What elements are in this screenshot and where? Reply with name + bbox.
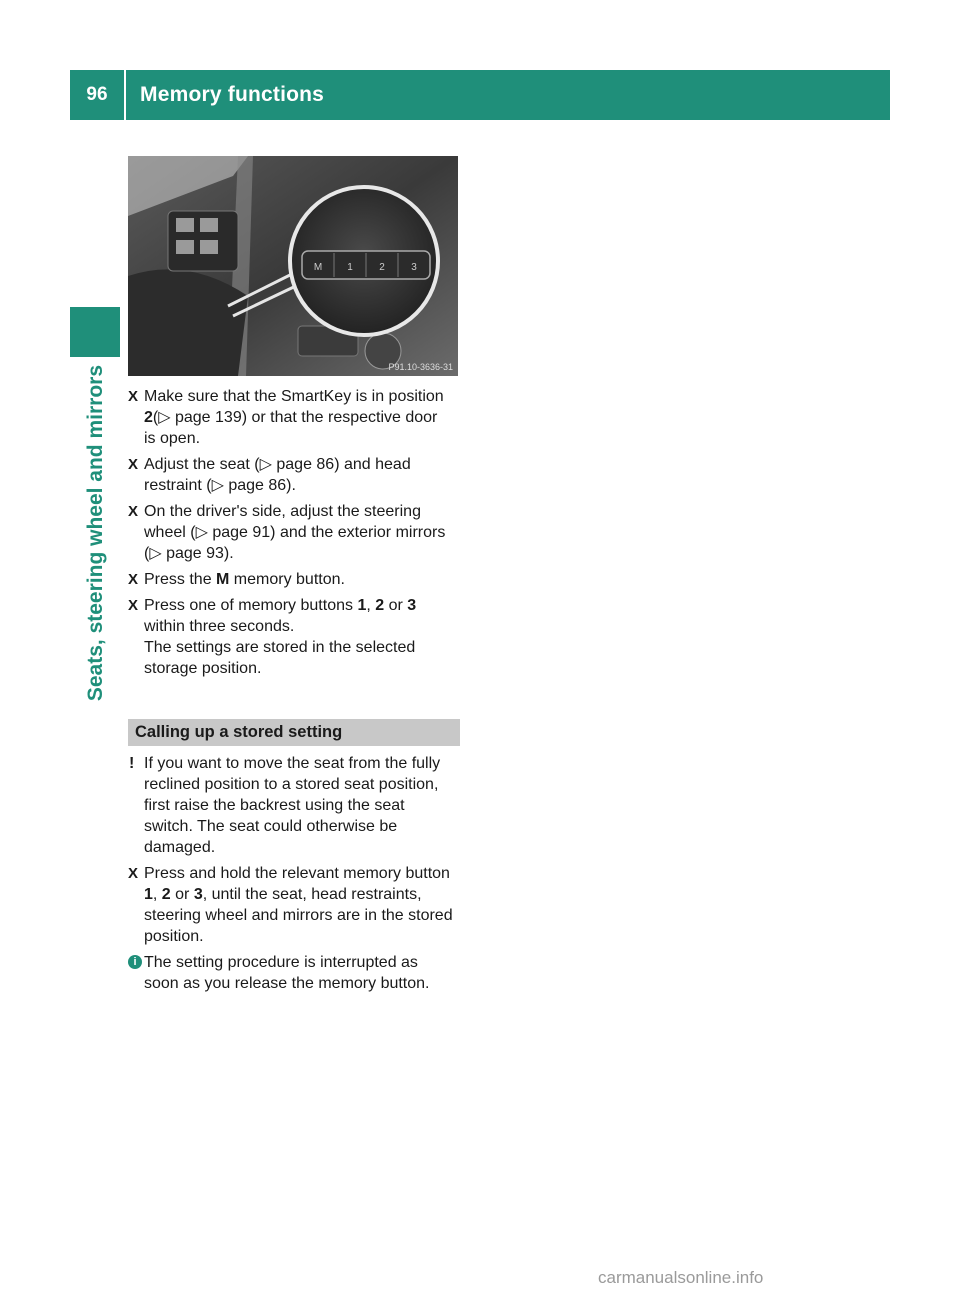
image-code: P91.10-3636-31 (388, 362, 453, 372)
arrow-bullet-icon: X (128, 571, 139, 588)
step-item: X Press one of memory buttons 1, 2 or 3 within three seconds. The settings are stored in the selected storage position. (128, 595, 460, 679)
section-title: Memory functions (140, 83, 325, 106)
button-label-m: M (313, 262, 323, 273)
step-item: X On the driver's side, adjust the steering wheel (▷ page 91) and the exterior mirrors (▷ page 93). (128, 503, 446, 562)
page-number: 96 (70, 70, 126, 120)
warning-icon: ! (129, 755, 135, 772)
arrow-bullet-icon: X (128, 597, 139, 614)
watermark: carmanualsonline.info (598, 1268, 764, 1287)
step-item: X Make sure that the SmartKey is in position 2(▷ page 139) or that the respective door is open. (128, 388, 444, 447)
content-column (128, 386, 460, 999)
info-note: i The setting procedure is interrupted as soon as you release the memory button. (128, 952, 460, 994)
button-label-3: 3 (411, 262, 417, 273)
button-label-2: 2 (379, 262, 385, 273)
arrow-bullet-icon: X (128, 456, 139, 473)
info-icon: i (128, 955, 142, 969)
page-header (70, 70, 890, 120)
step-result: The settings are stored in the selected storage position. (144, 639, 416, 677)
chapter-label: Seats, steering wheel and mirrors (84, 365, 107, 702)
arrow-bullet-icon: X (128, 865, 139, 882)
arrow-bullet-icon: X (128, 503, 139, 520)
warning-note: ! If you want to move the seat from the fully reclined position to a stored seat position, first raise the backrest using the seat switch. The seat could otherwise be damaged. (129, 755, 441, 856)
memory-button-photo (128, 156, 458, 376)
subsection-heading: Calling up a stored setting (128, 719, 460, 746)
arrow-bullet-icon: X (128, 388, 139, 405)
button-label-1: 1 (347, 262, 353, 273)
step-item: X Press and hold the relevant memory button 1, 2 or 3, until the seat, head restraints, steering wheel and mirrors are in the stored position. (128, 865, 453, 945)
chapter-tab (70, 307, 120, 357)
step-item: X Press the M memory button. (128, 571, 345, 588)
step-item: X Adjust the seat (▷ page 86) and head restraint (▷ page 86). (128, 456, 411, 494)
